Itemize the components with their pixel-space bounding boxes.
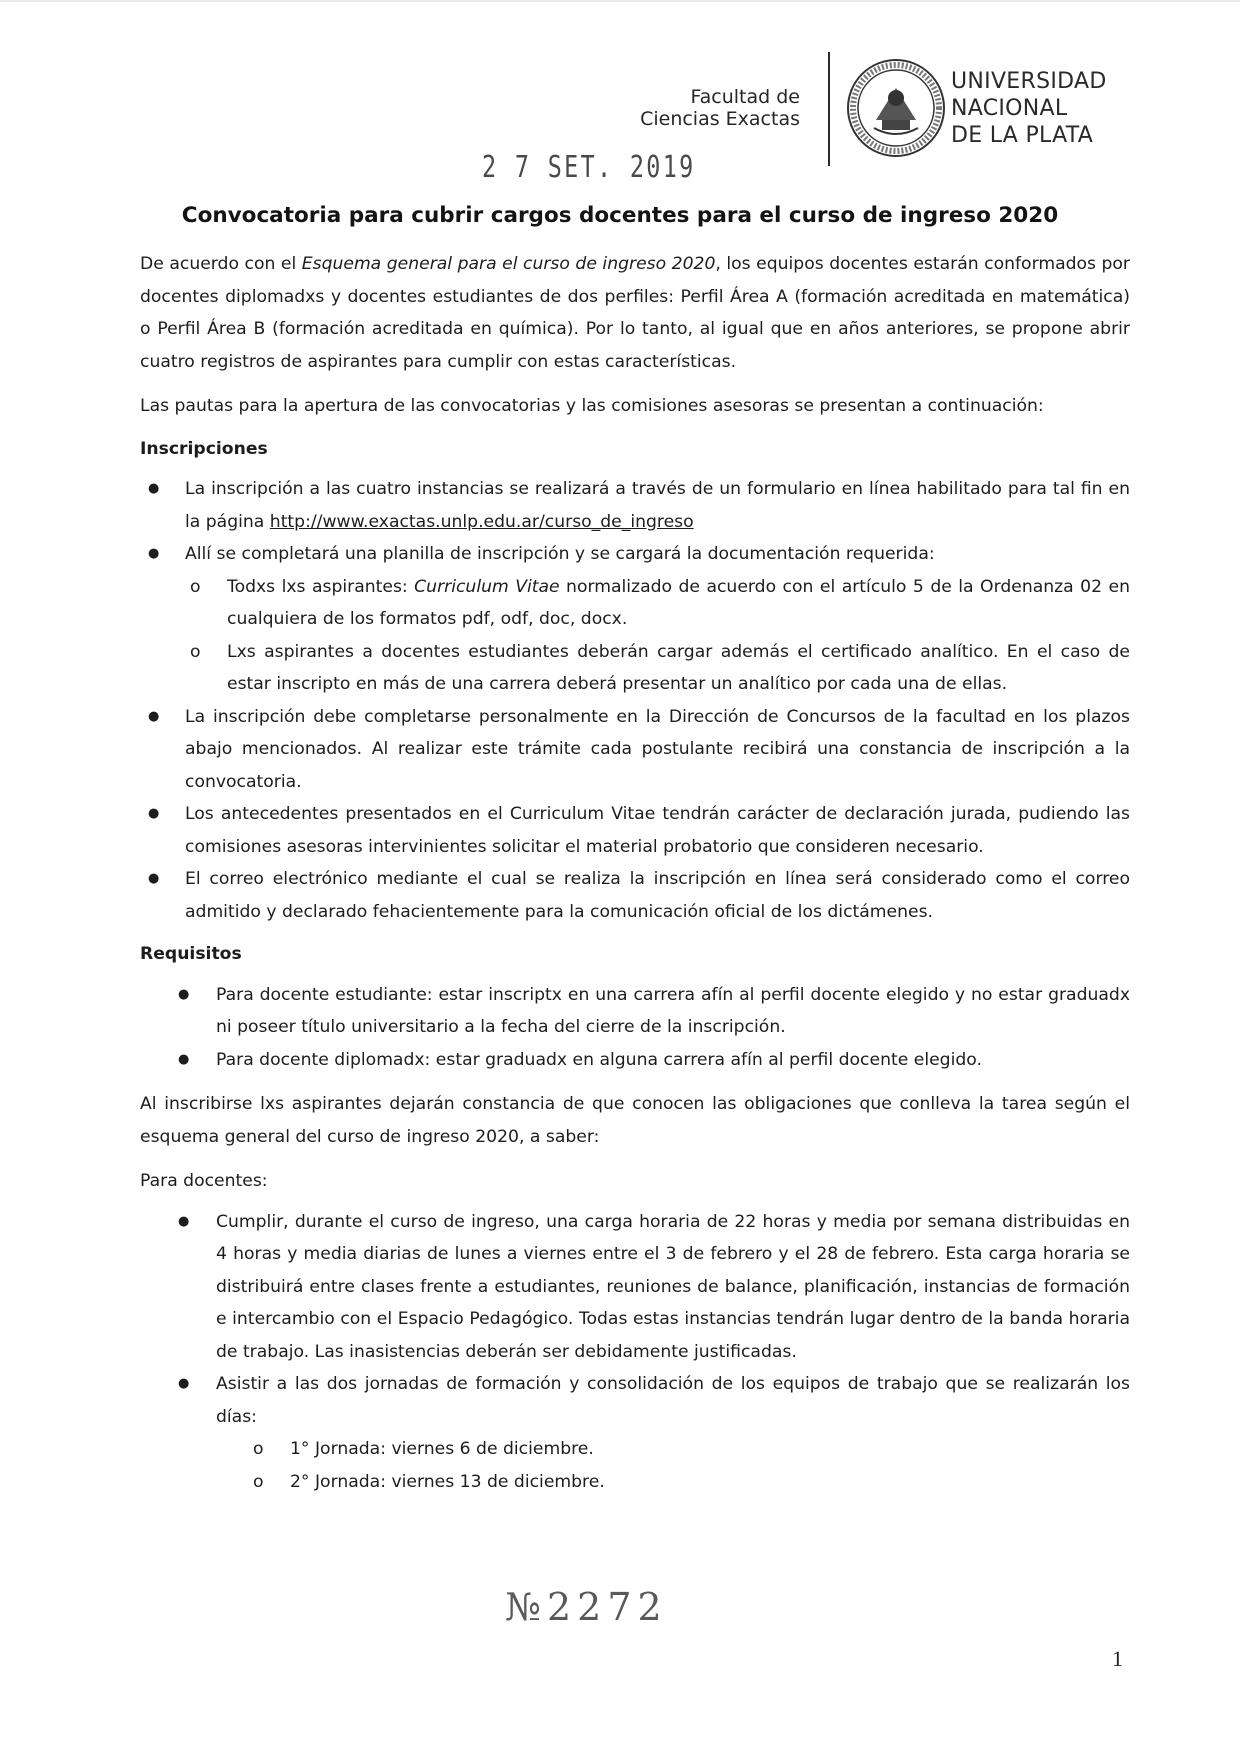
jornadas-text: Asistir a las dos jornadas de formación y consolidación de los equipos de trabajo que se realizarán los días: (216, 1374, 1130, 1427)
cv-part2: normalizado de acuerdo con el artículo 5 de la Ordenanza 02 en cualquiera de los formatos pdf, odf, doc, docx. (227, 576, 1130, 629)
analitico-text: Lxs aspirantes a docentes estudiantes deberán cargar además el certificado analítico. En el caso de estar inscripto en más de una carrera deberá presentar un analítico por cada una de ellas. (227, 641, 1130, 694)
faculty-line2: Ciencias Exactas (640, 108, 800, 130)
cv-italic: Curriculum Vitae (414, 576, 560, 597)
pautas-paragraph: Las pautas para la apertura de las convocatorias y las comisiones asesoras se presentan a continuación: (140, 396, 1044, 416)
list-item (140, 538, 1130, 701)
list-item (140, 863, 1130, 928)
list-item (140, 1206, 1130, 1369)
scan-edge (0, 0, 1240, 2)
jornada-2: 2° Jornada: viernes 13 de diciembre. (290, 1471, 605, 1492)
antecedentes-text: Los antecedentes presentados en el Curriculum Vitae tendrán carácter de declaración jurada, pudiendo las comisiones asesoras intervinientes solicitar el material probatorio que consideren necesario. (185, 804, 1130, 857)
para-docentes-list (140, 1206, 1130, 1499)
requisitos-heading: Requisitos (140, 944, 242, 964)
para-docentes-heading: Para docentes: (140, 1171, 268, 1191)
university-line1: UNIVERSIDAD (951, 69, 1107, 94)
personal-registration-text: La inscripción debe completarse personalmente en la Dirección de Concursos de la facultad en los plazos abajo mencionados. Al realizar este trámite cada postulante recibirá una constancia de inscripción a la convocatoria. (185, 706, 1130, 792)
sub-list-item (140, 636, 1130, 701)
carga-horaria-text: Cumplir, durante el curso de ingreso, una carga horaria de 22 horas y media por semana distribuidas en 4 horas y media diarias de lunes a viernes entre el 3 de febrero y el 28 de febrero. Esta carga horaria se distribuirá entre clases frente a estudiantes, reuniones de balance, planificación, instancias de formación e intercambio con el Espacio Pedagógico. Todas estas instancias tendrán lugar dentro de la banda horaria de trabajo. Las inasistencias deberán ser debidamente justificadas. (216, 1211, 1130, 1362)
document-body (140, 248, 1130, 1498)
cv-part1: Todxs lxs aspirantes: (227, 576, 415, 597)
inscripciones-heading: Inscripciones (140, 438, 268, 459)
registration-link[interactable]: http://www.exactas.unlp.edu.ar/curso_de_ingreso (269, 511, 694, 532)
jornadas-sublist (216, 1433, 1130, 1498)
faculty-name (600, 86, 800, 130)
intro-paragraph (140, 248, 1130, 378)
intro-part2: , los equipos docentes estarán conformados por docentes diplomadxs y docentes estudiantes de dos perfiles: Perfil Área A (formación acreditada en matemática) o Perfil Área B (formación acreditada en química). Por lo tanto, al igual que en años anteriores, se propone abrir cuatro registros de aspirantes para cumplir con estas características. (140, 254, 1131, 372)
document-title: Convocatoria para cubrir cargos docentes para el curso de ingreso 2020 (181, 203, 1059, 228)
list-item (140, 798, 1130, 863)
inscripciones-list (140, 473, 1130, 928)
list-item (140, 1044, 1130, 1077)
sub-list-item (140, 1433, 1130, 1466)
list-item (140, 979, 1130, 1044)
inscripcion-text: La inscripción a las cuatro instancias se realizará a través de un formulario en línea habilitado para tal fin en la página (185, 479, 1130, 532)
obligaciones-paragraph: Al inscribirse lxs aspirantes dejarán constancia de que conocen las obligaciones que conlleva la tarea según el esquema general del curso de ingreso 2020, a saber: (140, 1094, 1130, 1147)
correo-text: El correo electrónico mediante el cual se realiza la inscripción en línea será considerado como el correo admitido y declarado fehacientemente para la comunicación oficial de los dictámenes. (185, 869, 1130, 922)
university-line3: DE LA PLATA (951, 123, 1094, 148)
requisito-diplomado: Para docente diplomadx: estar graduadx en alguna carrera afín al perfil docente elegido. (216, 1049, 982, 1070)
list-item (140, 701, 1130, 799)
planilla-text: Allí se completará una planilla de inscripción y se cargará la documentación requerida: (185, 544, 935, 564)
documentation-sublist (185, 571, 1130, 701)
date-stamp: 2 7 SET. 2019 (482, 150, 696, 185)
university-seal-icon (846, 58, 946, 158)
university-name (951, 68, 1107, 149)
list-item (140, 473, 1130, 538)
jornada-1: 1° Jornada: viernes 6 de diciembre. (290, 1439, 594, 1459)
requisitos-list (140, 979, 1130, 1077)
intro-part1: De acuerdo con el (140, 254, 302, 274)
registry-number-stamp: №2272 (505, 1585, 668, 1629)
university-line2: NACIONAL (951, 96, 1068, 121)
sub-list-item (140, 1466, 1130, 1499)
intro-italic: Esquema general para el curso de ingreso 2020 (301, 254, 716, 274)
faculty-line1: Facultad de (690, 86, 800, 108)
requisito-estudiante: Para docente estudiante: estar inscriptx en una carrera afín al perfil docente elegido y no estar graduadx ni poseer título universitario a la fecha del cierre de la inscripción. (216, 984, 1130, 1037)
header-divider (828, 52, 830, 166)
page-number: 1 (1112, 1646, 1123, 1671)
sub-list-item (140, 571, 1130, 636)
list-item (140, 1368, 1130, 1498)
